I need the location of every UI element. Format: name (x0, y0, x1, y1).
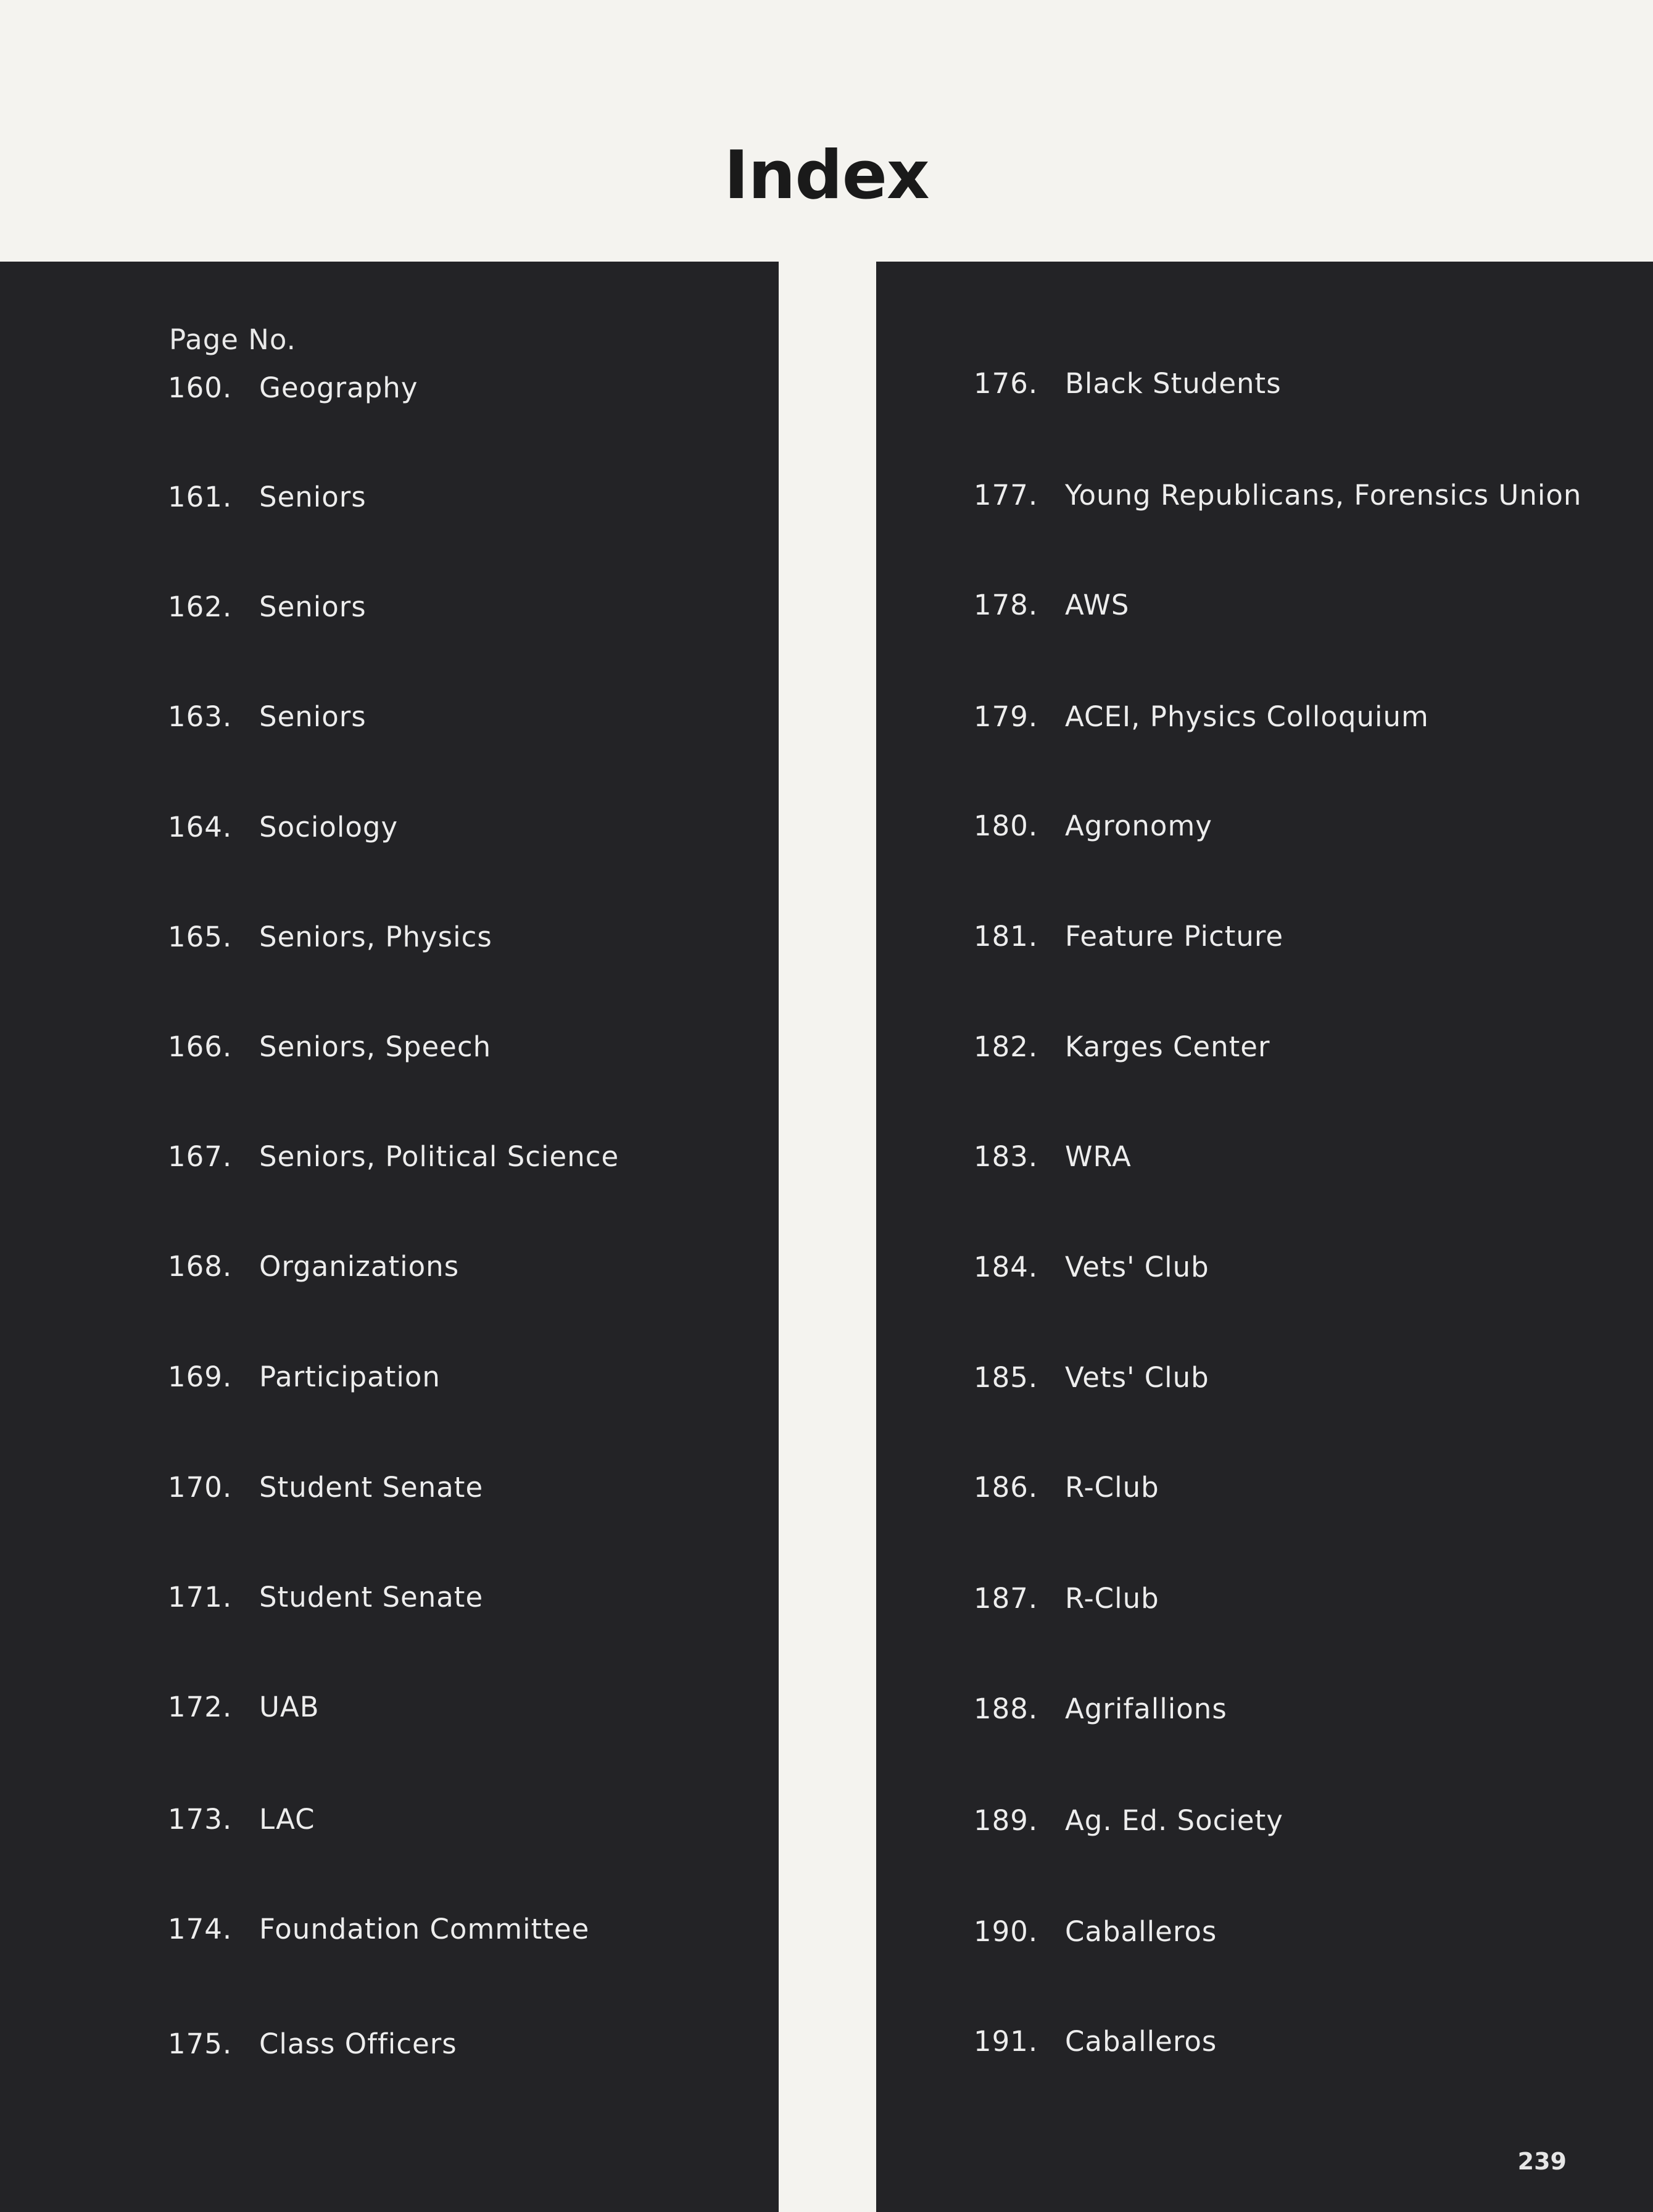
entry-subject: Seniors (259, 590, 367, 623)
entry-subject: Seniors (259, 700, 367, 733)
entry-page-number: 189. (974, 1804, 1038, 1837)
entry-page-number: 176. (974, 367, 1038, 400)
entry-page-number: 186. (974, 1471, 1038, 1504)
entry-subject: Ag. Ed. Society (1065, 1804, 1283, 1837)
index-entry (168, 1030, 760, 1067)
entry-page-number: 160. (168, 371, 233, 404)
entry-page-number: 164. (168, 811, 233, 843)
index-right-panel (876, 262, 1653, 2212)
entry-page-number: 187. (974, 1582, 1038, 1615)
entry-subject: Participation (259, 1361, 441, 1393)
index-entry (168, 1803, 760, 1840)
entry-subject: UAB (259, 1691, 320, 1723)
index-entry (974, 1361, 1640, 1398)
entry-page-number: 179. (974, 700, 1038, 733)
index-entry (974, 1471, 1640, 1508)
index-entry (974, 1804, 1640, 1841)
entry-subject: Seniors, Speech (259, 1030, 492, 1063)
entry-page-number: 166. (168, 1030, 233, 1063)
entry-page-number: 177. (974, 479, 1038, 512)
entry-subject: AWS (1065, 589, 1130, 621)
entry-page-number: 172. (168, 1691, 233, 1723)
index-entry (974, 1915, 1640, 1952)
entry-subject: R-Club (1065, 1582, 1159, 1615)
index-entry (974, 1251, 1640, 1288)
entry-subject: Young Republicans, Forensics Union (1065, 479, 1582, 512)
entry-page-number: 174. (168, 1913, 233, 1945)
entry-page-number: 181. (974, 920, 1038, 953)
entry-subject: WRA (1065, 1140, 1132, 1173)
entry-subject: Agronomy (1065, 810, 1212, 842)
index-entry (168, 1140, 760, 1177)
entry-subject: Seniors, Physics (259, 921, 492, 953)
entry-subject: Caballeros (1065, 1915, 1217, 1948)
entry-page-number: 173. (168, 1803, 233, 1836)
entry-page-number: 175. (168, 2028, 233, 2060)
entry-page-number: 183. (974, 1140, 1038, 1173)
entry-subject: Caballeros (1065, 2025, 1217, 2058)
index-entry (974, 589, 1640, 626)
entry-page-number: 185. (974, 1361, 1038, 1394)
index-entry (974, 1030, 1640, 1067)
entry-page-number: 188. (974, 1692, 1038, 1725)
entry-subject: Agrifallions (1065, 1692, 1227, 1725)
entry-subject: Student Senate (259, 1471, 484, 1504)
index-entry (168, 1471, 760, 1508)
index-entry (168, 1913, 760, 1950)
entry-page-number: 184. (974, 1251, 1038, 1283)
entry-subject: Sociology (259, 811, 399, 843)
index-entry (168, 1250, 760, 1287)
entry-page-number: 161. (168, 481, 233, 513)
page-no-header: Page No. (169, 323, 296, 356)
index-entry (168, 1361, 760, 1398)
index-entry (168, 811, 760, 848)
entry-subject: Vets' Club (1065, 1361, 1209, 1394)
entry-page-number: 168. (168, 1250, 233, 1283)
entry-page-number: 162. (168, 590, 233, 623)
entry-subject: Organizations (259, 1250, 460, 1283)
index-entry (168, 1581, 760, 1618)
index-entry (168, 2028, 760, 2065)
entry-subject: Karges Center (1065, 1030, 1270, 1063)
index-entry (168, 481, 760, 518)
entry-subject: R-Club (1065, 1471, 1159, 1504)
entry-subject: Student Senate (259, 1581, 484, 1613)
entry-page-number: 165. (168, 921, 233, 953)
index-entry (168, 371, 760, 408)
entry-subject: Black Students (1065, 367, 1282, 400)
index-entry (168, 700, 760, 737)
index-entry (974, 2025, 1640, 2062)
index-entry (974, 367, 1640, 404)
entry-page-number: 163. (168, 700, 233, 733)
entry-subject: Feature Picture (1065, 920, 1284, 953)
entry-subject: Class Officers (259, 2028, 457, 2060)
entry-subject: ACEI, Physics Colloquium (1065, 700, 1429, 733)
entry-subject: Seniors, Political Science (259, 1140, 619, 1173)
entry-page-number: 182. (974, 1030, 1038, 1063)
entry-page-number: 190. (974, 1915, 1038, 1948)
index-entry (974, 1692, 1640, 1729)
index-entry (168, 921, 760, 958)
index-entry (168, 590, 760, 628)
entry-page-number: 180. (974, 810, 1038, 842)
page-title: Index (724, 137, 929, 215)
entry-page-number: 169. (168, 1361, 233, 1393)
index-entry (168, 1691, 760, 1728)
entry-page-number: 167. (168, 1140, 233, 1173)
entry-page-number: 170. (168, 1471, 233, 1504)
index-entry (974, 1582, 1640, 1619)
entry-subject: Seniors (259, 481, 367, 513)
index-entry (974, 1140, 1640, 1177)
index-entry (974, 700, 1640, 737)
entry-subject: Geography (259, 371, 418, 404)
entry-subject: Vets' Club (1065, 1251, 1209, 1283)
entry-page-number: 171. (168, 1581, 233, 1613)
entry-page-number: 178. (974, 589, 1038, 621)
index-left-panel (0, 262, 779, 2212)
page-number: 239 (1517, 2148, 1567, 2175)
index-entry (974, 920, 1640, 957)
entry-subject: LAC (259, 1803, 315, 1836)
entry-subject: Foundation Committee (259, 1913, 590, 1945)
entry-page-number: 191. (974, 2025, 1038, 2058)
index-entry (974, 810, 1640, 847)
index-entry (974, 479, 1640, 516)
